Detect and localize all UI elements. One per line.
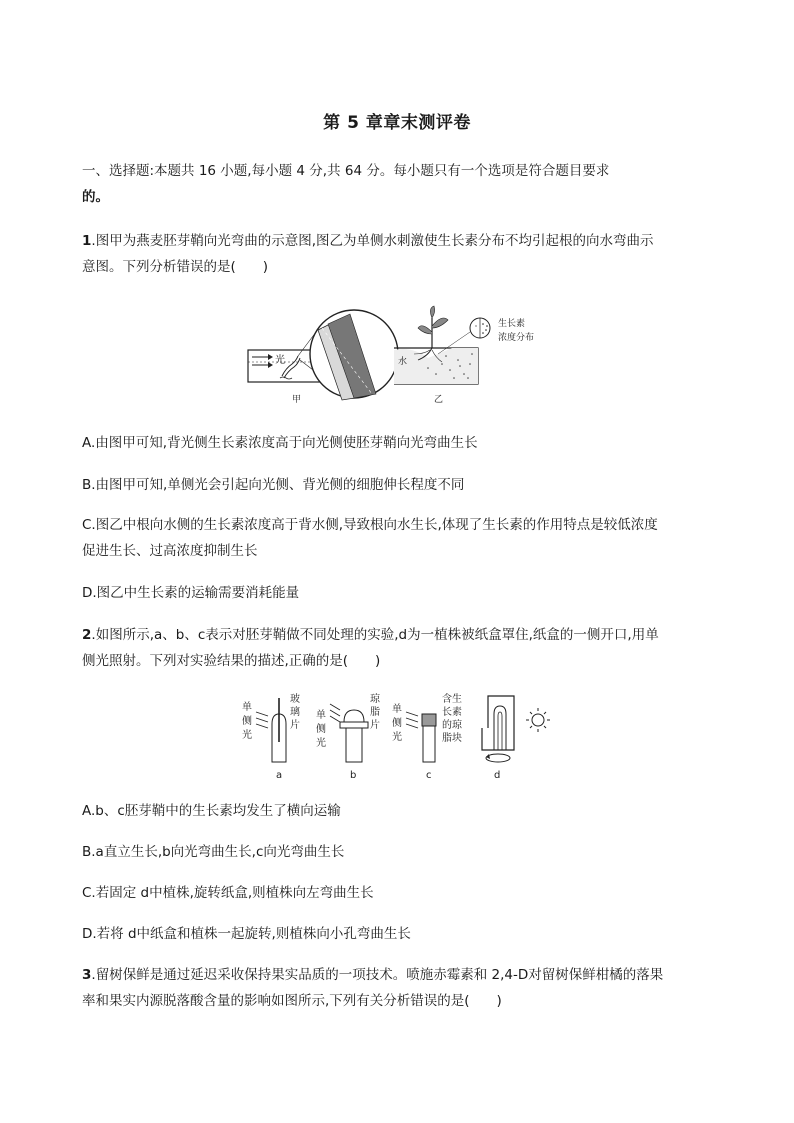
svg-text:片: 片 [290, 720, 300, 731]
question-number: 2 [82, 627, 92, 643]
svg-text:玻: 玻 [290, 694, 300, 705]
question-2-stem: 2.如图所示,a、b、c表示对胚芽鞘做不同处理的实验,d为一植株被纸盒罩住,纸盒的一侧开口,用单 侧光照射。下列对实验结果的描述,正确的是( ) [82, 627, 659, 669]
label-c: c [426, 770, 432, 781]
svg-text:的琼: 的琼 [442, 720, 462, 731]
figure-yi [394, 306, 534, 405]
q1-option-d: D.图乙中生长素的运输需要消耗能量 [82, 585, 300, 601]
figure-jia [248, 310, 398, 405]
svg-text:侧: 侧 [242, 716, 252, 727]
label-a: a [276, 770, 283, 781]
svg-text:含生: 含生 [442, 694, 462, 705]
q1-option-b: B.由图甲可知,单侧光会引起向光侧、背光侧的细胞伸长程度不同 [82, 477, 465, 493]
light-label: 光 [275, 355, 285, 366]
svg-text:光: 光 [392, 732, 402, 743]
figure-2 [240, 688, 556, 784]
svg-text:单: 单 [392, 704, 402, 715]
q1-option-c: C.图乙中根向水侧的生长素浓度高于背水侧,导致根向水生长,体现了生长素的作用特点是较低浓度 促进生长、过高浓度抑制生长 [82, 517, 658, 559]
label-d: d [494, 770, 501, 781]
figure-2-b [316, 692, 381, 781]
section-instructions: 一、选择题:本题共 16 小题,每小题 4 分,共 64 分。每小题只有一个选项是符合题目要求 的。 [82, 163, 610, 205]
svg-text:侧: 侧 [316, 724, 326, 735]
label-b: b [350, 770, 357, 781]
svg-text:光: 光 [316, 738, 326, 749]
yi-label: 乙 [434, 395, 444, 405]
svg-text:单: 单 [316, 710, 326, 721]
svg-text:单: 单 [242, 702, 252, 713]
auxin-label-2: 浓度分布 [498, 333, 535, 343]
svg-text:片: 片 [370, 720, 380, 731]
q2-option-a: A.b、c胚芽鞘中的生长素均发生了横向运输 [82, 803, 341, 819]
figure-2-d [482, 696, 550, 781]
q1-option-a: A.由图甲可知,背光侧生长素浓度高于向光侧使胚芽鞘向光弯曲生长 [82, 435, 478, 451]
question-number: 3 [82, 967, 92, 983]
figure-2-c [392, 692, 463, 781]
svg-text:长素: 长素 [442, 707, 462, 718]
jia-label: 甲 [292, 395, 302, 405]
auxin-label-1: 生长素 [498, 319, 526, 329]
figure-2-a [242, 692, 300, 781]
svg-text:光: 光 [242, 730, 252, 741]
q2-option-c: C.若固定 d中植株,旋转纸盒,则植株向左弯曲生长 [82, 885, 374, 901]
svg-text:璃: 璃 [290, 707, 300, 718]
q2-option-d: D.若将 d中纸盒和植株一起旋转,则植株向小孔弯曲生长 [82, 926, 411, 942]
figure-1 [242, 304, 558, 408]
svg-text:琼: 琼 [370, 694, 380, 705]
q2-option-b: B.a直立生长,b向光弯曲生长,c向光弯曲生长 [82, 844, 345, 860]
svg-text:脂: 脂 [370, 707, 380, 718]
question-3-stem: 3.留树保鲜是通过延迟采收保持果实品质的一项技术。喷施赤霉素和 2,4-D对留树保鲜柑橘的落果 率和果实内源脱落酸含量的影响如图所示,下列有关分析错误的是( ) [82, 967, 664, 1009]
water-label: 水 [398, 357, 408, 367]
svg-text:脂块: 脂块 [442, 733, 462, 744]
question-number: 1 [82, 233, 92, 249]
svg-text:侧: 侧 [392, 718, 402, 729]
question-1-stem: 1.图甲为燕麦胚芽鞘向光弯曲的示意图,图乙为单侧水刺激使生长素分布不均引起根的向水弯曲示 意图。下列分析错误的是( ) [82, 233, 654, 275]
page-title: 第 5 章章末测评卷 [323, 113, 471, 133]
